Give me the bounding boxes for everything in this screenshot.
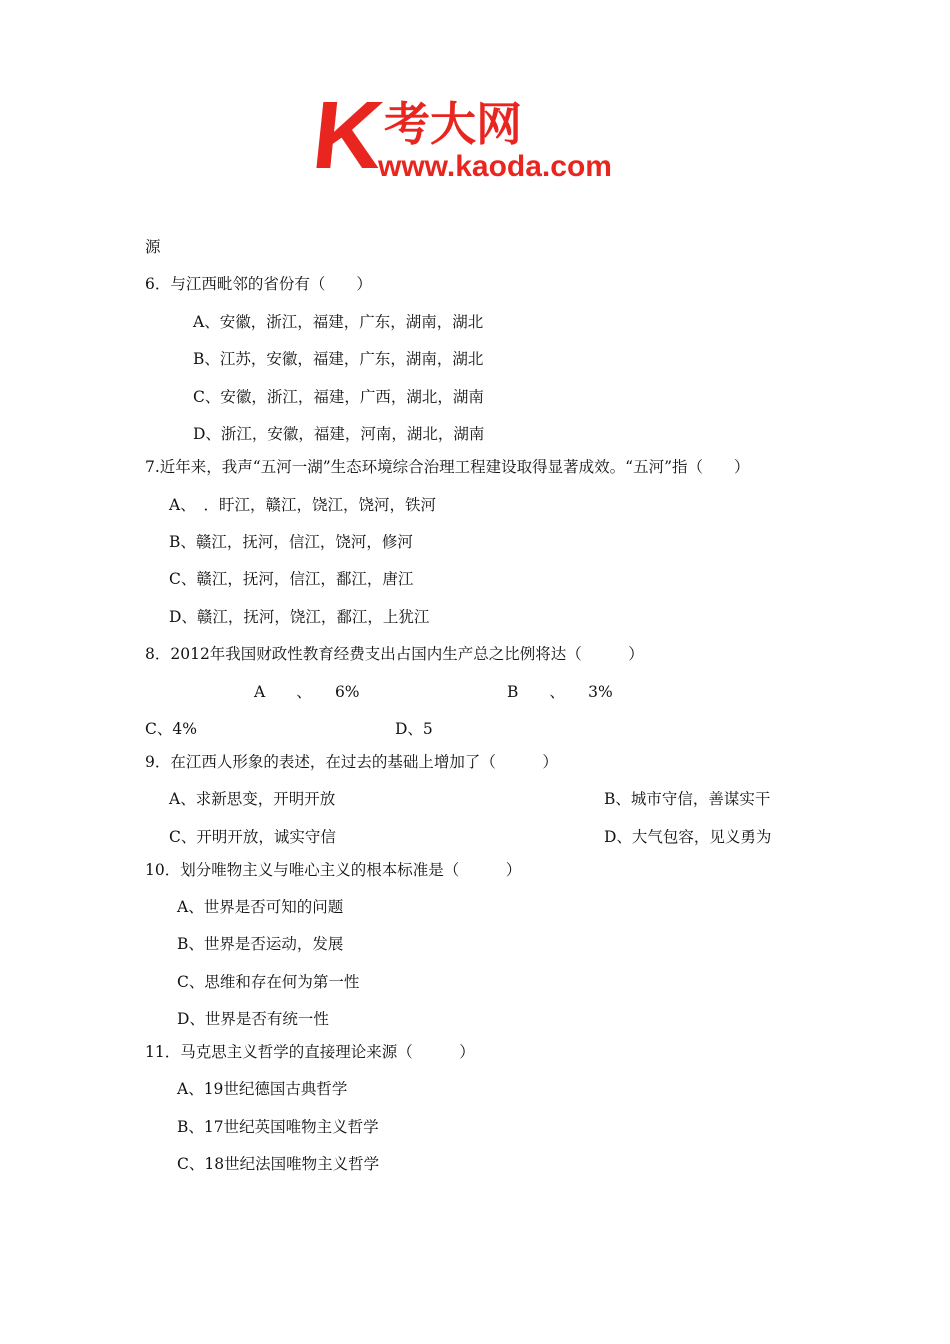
question-8: 8．2012年我国财政性教育经费支出占国内生产总之比例将达（ ） <box>145 645 644 663</box>
question-7: 7.近年来，我声“五河一湖”生态环境综合治理工程建设取得显著成效。“五河”指（ ） <box>145 458 750 476</box>
question-6: 6．与江西毗邻的省份有（ ） <box>145 275 372 293</box>
q6-option-a: A、安徽，浙江，福建，广东，湖南，湖北 <box>193 313 484 331</box>
logo-url: www.kaoda.com <box>378 150 612 183</box>
q7-option-b: B、赣江，抚河，信江，饶河，修河 <box>169 533 413 551</box>
q9-option-d: D、大气包容，见义勇为 <box>604 828 772 846</box>
question-10: 10．划分唯物主义与唯心主义的根本标准是（ ） <box>145 861 522 879</box>
q8-option-a: A 、 6% <box>254 683 360 701</box>
question-11: 11．马克思主义哲学的直接理论来源（ ） <box>145 1043 475 1061</box>
logo-chinese-name: 考大网 <box>384 97 522 151</box>
q6-option-d: D、浙江，安徽，福建，河南，湖北，湖南 <box>193 425 485 443</box>
q6-option-c: C、安徽，浙江，福建，广西，湖北，湖南 <box>193 388 484 406</box>
q11-option-b: B、17世纪英国唯物主义哲学 <box>177 1118 379 1136</box>
q6-option-b: B、江苏，安徽，福建，广东，湖南，湖北 <box>193 350 484 368</box>
q9-option-a: A、求新思变，开明开放 <box>169 790 336 808</box>
logo-k-letter: K <box>307 82 389 189</box>
q7-option-c: C、赣江，抚河，信江，鄱江，唐江 <box>169 570 414 588</box>
q11-option-c: C、18世纪法国唯物主义哲学 <box>177 1155 380 1173</box>
q7-option-d: D、赣江，抚河，饶江，鄱江，上犹江 <box>169 608 430 626</box>
q8-option-b: B 、 3% <box>507 683 613 701</box>
q8-option-c: C、4% <box>145 720 197 738</box>
kaoda-logo <box>307 82 640 189</box>
q10-option-c: C、思维和存在何为第一性 <box>177 973 360 991</box>
question-9: 9．在江西人形象的表述，在过去的基础上增加了（ ） <box>145 753 558 771</box>
q9-option-c: C、开明开放，诚实守信 <box>169 828 336 846</box>
q9-option-b: B、城市守信，善谋实干 <box>604 790 771 808</box>
q7-option-a: A、 ．盱江，赣江，饶江，饶河，铁河 <box>169 496 436 514</box>
q11-option-a: A、19世纪德国古典哲学 <box>177 1080 348 1098</box>
q10-option-d: D、世界是否有统一性 <box>177 1010 329 1028</box>
continued-text: 源 <box>145 238 161 256</box>
q8-option-d: D、5 <box>395 720 433 738</box>
q10-option-b: B、世界是否运动，发展 <box>177 935 344 953</box>
q10-option-a: A、世界是否可知的问题 <box>177 898 344 916</box>
